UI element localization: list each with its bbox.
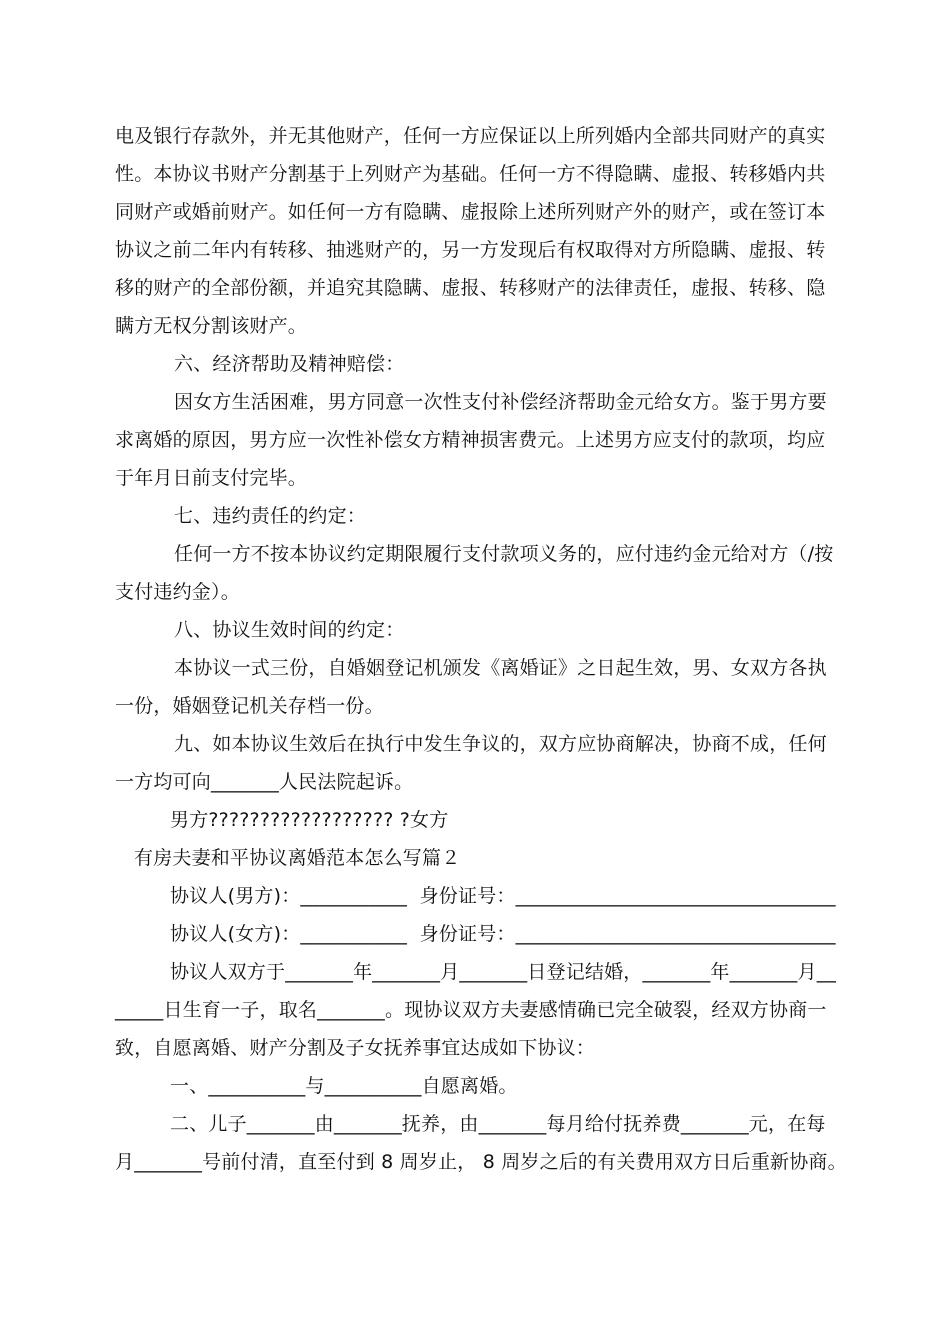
paragraph-line: 电及银行存款外，并无其他财产，任何一方应保证以上所列婚内全部共同财产的真实 [115, 125, 826, 147]
paragraph-line: 任何一方不按本协议约定期限履行支付款项义务的，应付违约金元给对方（/按 [174, 543, 834, 565]
section-title: 有房夫妻和平协议离婚范本怎么写篇２ [134, 847, 461, 869]
paragraph-line: 一份，婚姻登记机关存档一份。 [115, 695, 384, 717]
paragraph-line: 移的财产的全部份额，并追究其隐瞒、虚报、转移财产的法律责任，虚报、转移、隐 [115, 277, 826, 299]
party-female-line: 协议人(女方)：___________ 身份证号：_________________________________ [170, 923, 836, 945]
section-heading: 六、经济帮助及精神赔偿： [174, 353, 405, 375]
paragraph-line: 九、如本协议生效后在执行中发生争议的，双方应协商解决，协商不成，任何 [174, 733, 827, 755]
paragraph-line: 协议人双方于_______年_______月_______日登记结婚，_______年_______月__ [170, 961, 837, 983]
paragraph-line: 求离婚的原因，男方应一次性补偿女方精神损害费元。上述男方应支付的款项，均应 [115, 429, 826, 451]
paragraph-line: 本协议一式三份，自婚姻登记机颁发《离婚证》之日起生效，男、女双方各执 [174, 657, 827, 679]
paragraph-line: 协议之前二年内有转移、抽逃财产的，另一方发现后有权取得对方所隐瞒、虚报、转 [115, 239, 826, 261]
party-male-line: 协议人(男方)：___________ 身份证号：_________________________________ [170, 885, 836, 907]
paragraph-line: 支付违约金）。 [115, 581, 240, 603]
section-heading: 七、违约责任的约定： [174, 505, 367, 527]
clause-line: 月_______号前付清，直至付到 8 周岁止， 8 周岁之后的有关费用双方日后重新协商。 [115, 1151, 847, 1173]
paragraph-line: 一方均可向_______人民法院起诉。 [115, 771, 414, 793]
paragraph-line: 于年月日前支付完毕。 [115, 467, 308, 489]
paragraph-line: 致，自愿离婚、财产分割及子女抚养事宜达成如下协议： [115, 1037, 596, 1059]
clause-line: 二、儿子_______由_______抚养，由_______每月给付抚养费_______元，在每 [170, 1113, 826, 1135]
clause-line: 一、__________与__________自愿离婚。 [170, 1075, 518, 1097]
paragraph-line: 因女方生活困难，男方同意一次性支付补偿经济帮助金元给女方。鉴于男方要 [174, 391, 827, 413]
paragraph-line: 性。本协议书财产分割基于上列财产为基础。任何一方不得隐瞒、虚报、转移婚内共 [115, 163, 826, 185]
signature-line: 男方?????????????????? ?女方 [170, 809, 449, 831]
section-heading: 八、协议生效时间的约定： [174, 619, 405, 641]
paragraph-line: _____日生育一子，取名_______。现协议双方夫妻感情确已完全破裂，经双方协商一 [115, 999, 827, 1021]
paragraph-line: 瞒方无权分割该财产。 [115, 315, 308, 337]
paragraph-line: 同财产或婚前财产。如任何一方有隐瞒、虚报除上述所列财产外的财产，或在签订本 [115, 201, 826, 223]
